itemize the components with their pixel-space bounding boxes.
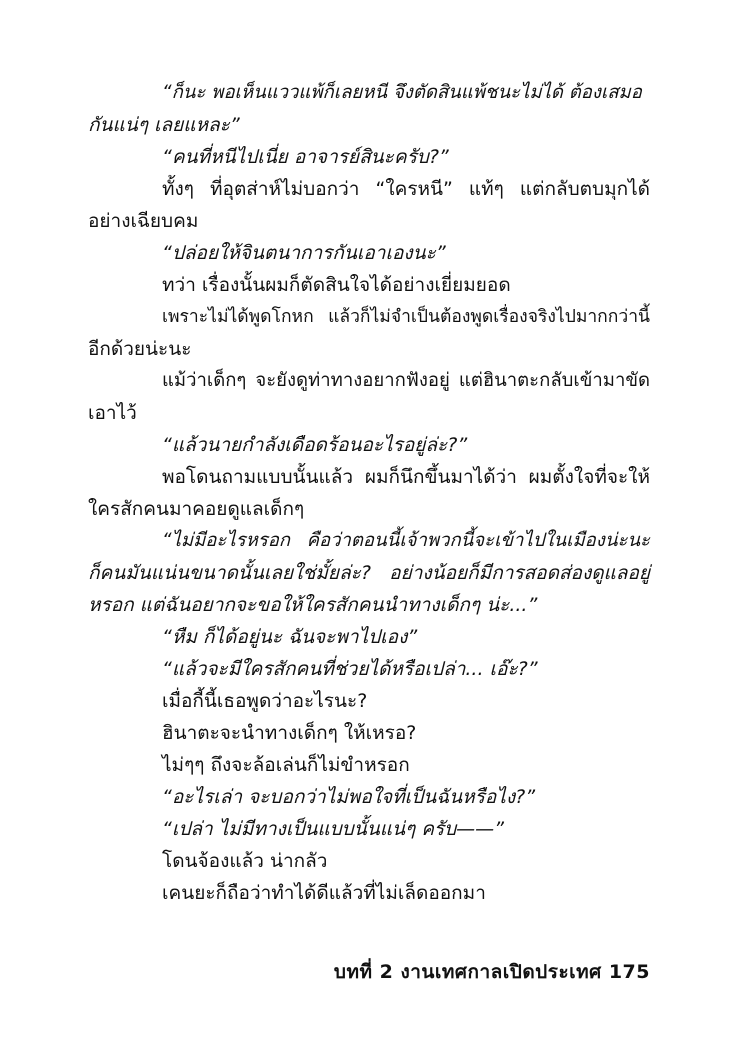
paragraph-line: “ปล่อยให้จินตนาการกันเอาเองนะ” — [162, 242, 446, 264]
paragraph-line: ไม่ๆๆ ถึงจะล้อเล่นก็ไม่ขำหรอก — [162, 754, 410, 776]
paragraph-line: “หืม ก็ได้อยู่นะ ฉันจะพาไปเอง” — [162, 626, 418, 648]
book-page — [88, 78, 650, 978]
paragraph-line: “ไม่มีอะไรหรอก คือว่าตอนนี้เจ้าพวกนี้จะเข้าไปในเมืองน่ะนะ — [162, 530, 650, 551]
paragraph-line: ทั้งๆ ที่อุตส่าห์ไม่บอกว่า “ใครหนี” แท้ๆ แต่กลับตบมุกได้ — [162, 178, 650, 200]
paragraph-line: กันแน่ๆ เลยแหละ” — [88, 114, 240, 136]
paragraph-line: “อะไรเล่า จะบอกว่าไม่พอใจที่เป็นฉันหรือไง?” — [162, 786, 536, 808]
page-footer-chapter: บทที่ 2 งานเทศกาลเปิดประเทศ 175 — [333, 961, 650, 983]
paragraph-line: อย่างเฉียบคม — [88, 210, 199, 232]
paragraph-line: พอโดนถามแบบนั้นแล้ว ผมก็นึกขึ้นมาได้ว่า ผมตั้งใจที่จะให้ — [162, 466, 650, 488]
paragraph-line: ทว่า เรื่องนั้นผมก็ตัดสินใจได้อย่างเยี่ยมยอด — [162, 274, 511, 296]
paragraph-line: หรอก แต่ฉันอยากจะขอให้ใครสักคนนำทางเด็กๆ น่ะ...” — [88, 594, 538, 616]
paragraph-line: “เปล่า ไม่มีทางเป็นแบบนั้นแน่ๆ ครับ——” — [162, 818, 505, 840]
paragraph-line: เคนยะก็ถือว่าทำได้ดีแล้วที่ไม่เล็ดออกมา — [162, 882, 486, 904]
paragraph-line: โดนจ้องแล้ว น่ากลัว — [162, 850, 328, 872]
paragraph-line: อีกด้วยน่ะนะ — [88, 338, 192, 360]
paragraph-line: ใครสักคนมาคอยดูแลเด็กๆ — [88, 498, 305, 520]
paragraph-line: ฮินาตะจะนำทางเด็กๆ ให้เหรอ? — [162, 722, 417, 744]
paragraph-line: “ก็นะ พอเห็นแววแพ้ก็เลยหนี จึงตัดสินแพ้ชนะไม่ได้ ต้องเสมอ — [162, 82, 642, 103]
paragraph-line: เอาไว้ — [88, 402, 137, 424]
paragraph-line: ก็คนมันแน่นขนาดนั้นเลยใช่มั้ยล่ะ? อย่างน้อยก็มีการสอดส่องดูแลอยู่ — [88, 562, 650, 584]
paragraph-line: “คนที่หนีไปเนี่ย อาจารย์สินะครับ?” — [162, 146, 449, 168]
paragraph-line: แม้ว่าเด็กๆ จะยังดูท่าทางอยากฟังอยู่ แต่ฮินาตะกลับเข้ามาขัด — [162, 370, 650, 391]
paragraph-line: “แล้วนายกำลังเดือดร้อนอะไรอยู่ล่ะ?” — [162, 434, 468, 456]
paragraph-line: เมื่อกี้นี้เธอพูดว่าอะไรนะ? — [162, 690, 368, 712]
paragraph-line: เพราะไม่ได้พูดโกหก แล้วก็ไม่จำเป็นต้องพูดเรื่องจริงไปมากกว่านี้ — [162, 307, 650, 327]
paragraph-line: “แล้วจะมีใครสักคนที่ช่วยได้หรือเปล่า... เอ๊ะ?” — [162, 658, 538, 680]
